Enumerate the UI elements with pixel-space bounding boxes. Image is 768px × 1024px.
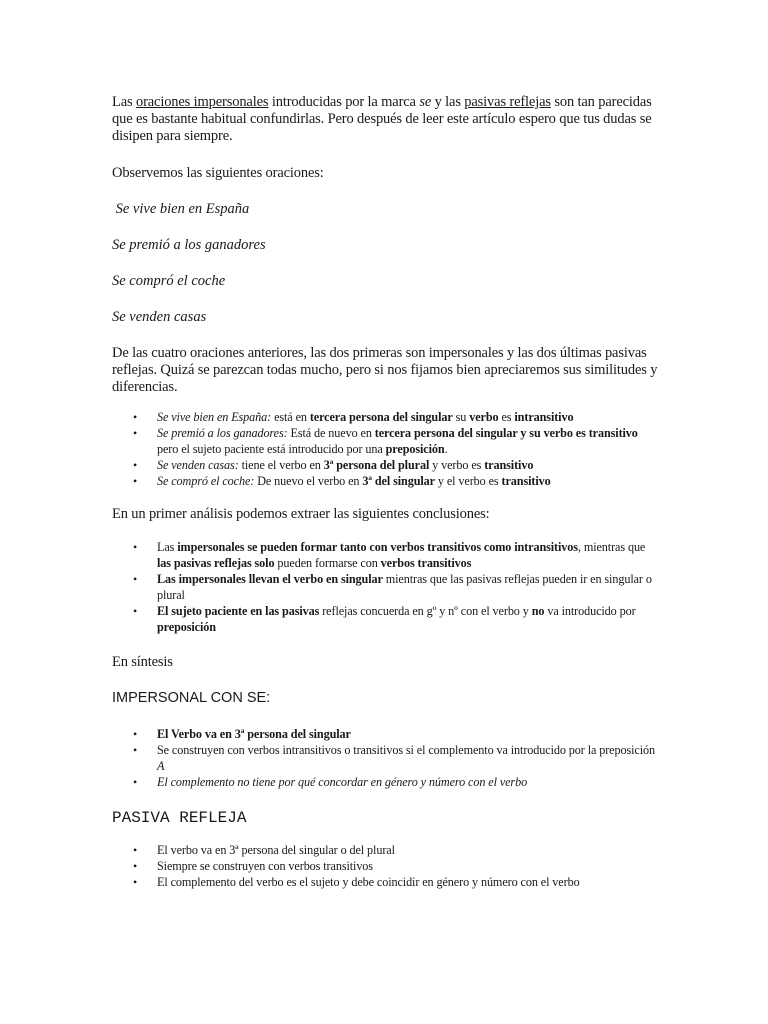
analysis-list [112, 409, 660, 489]
synthesis-text: En síntesis [112, 654, 173, 670]
link-pasivas-reflejas[interactable]: pasivas reflejas [464, 94, 551, 110]
link-oraciones-impersonales[interactable]: oraciones impersonales [135, 94, 269, 110]
list-item: • El complemento del verbo es el sujeto y debe coincidir en género y número con el verbo [157, 874, 660, 890]
list-item: • Las impersonales llevan el verbo en singular mientras que las pasivas reflejas pueden ir en singular o plural [157, 571, 660, 603]
example-1: Se vive bien en España [112, 201, 250, 217]
list-item: • El complemento no tiene por qué concordar en género y número con el verbo [157, 774, 660, 790]
intro-text-3: y las [431, 94, 465, 110]
conclusions-intro: En un primer análisis podemos extraer las siguientes conclusiones: [112, 506, 490, 522]
list-item: • Se premió a los ganadores: Está de nuevo en tercera persona del singular y su verbo es transitivo pero el sujeto paciente está introducido por una preposición. [157, 425, 660, 457]
pasiva-heading: PASIVA REFLEJA [112, 809, 247, 827]
document-page [112, 94, 660, 890]
list-item: • Se vive bien en España: está en tercera persona del singular su verbo es intransitivo [157, 409, 660, 425]
intro-se: se [419, 94, 432, 110]
list-item: • Siempre se construyen con verbos transitivos [157, 858, 660, 874]
conclusions-list [112, 539, 660, 635]
list-item: • Se compró el coche: De nuevo el verbo en 3ª del singular y el verbo es transitivo [157, 473, 660, 489]
impersonal-list [112, 726, 660, 790]
list-item: • El verbo va en 3ª persona del singular o del plural [157, 842, 660, 858]
example-4: Se venden casas [112, 309, 207, 325]
example-2: Se premió a los ganadores [112, 237, 266, 253]
intro-text-4: son tan parecidas que es bastante habitual confundirlas. Pero después de leer este artículo espero que tus dudas se disipen para siempre. [112, 94, 652, 144]
list-item: • Se venden casas: tiene el verbo en 3ª persona del plural y verbo es transitivo [157, 457, 660, 473]
impersonal-heading: IMPERSONAL CON SE: [112, 690, 271, 706]
observe-text: Observemos las siguientes oraciones: [112, 165, 324, 181]
list-item: • Se construyen con verbos intransitivos o transitivos si el complemento va introducido por la preposición A [157, 742, 660, 774]
intro-text-2: introducidas por la marca [268, 94, 420, 110]
list-item: • El sujeto paciente en las pasivas reflejas concuerda en gº y nº con el verbo y no va introducido por preposición [157, 603, 660, 635]
example-3: Se compró el coche [112, 273, 226, 289]
intro-paragraph [112, 94, 660, 145]
list-item: • Las impersonales se pueden formar tanto con verbos transitivos como intransitivos, mientras que las pasivas reflejas solo pueden formarse con verbos transitivos [157, 539, 660, 571]
pasiva-list [112, 842, 660, 890]
list-item: • El Verbo va en 3ª persona del singular [157, 726, 660, 742]
paragraph-2: De las cuatro oraciones anteriores, las dos primeras son impersonales y las dos últimas pasivas reflejas. Quizá se parezcan todas mucho, pero si nos fijamos bien apreciaremos sus similitudes y diferencias. [112, 345, 658, 395]
intro-text-1: Las [112, 94, 136, 110]
